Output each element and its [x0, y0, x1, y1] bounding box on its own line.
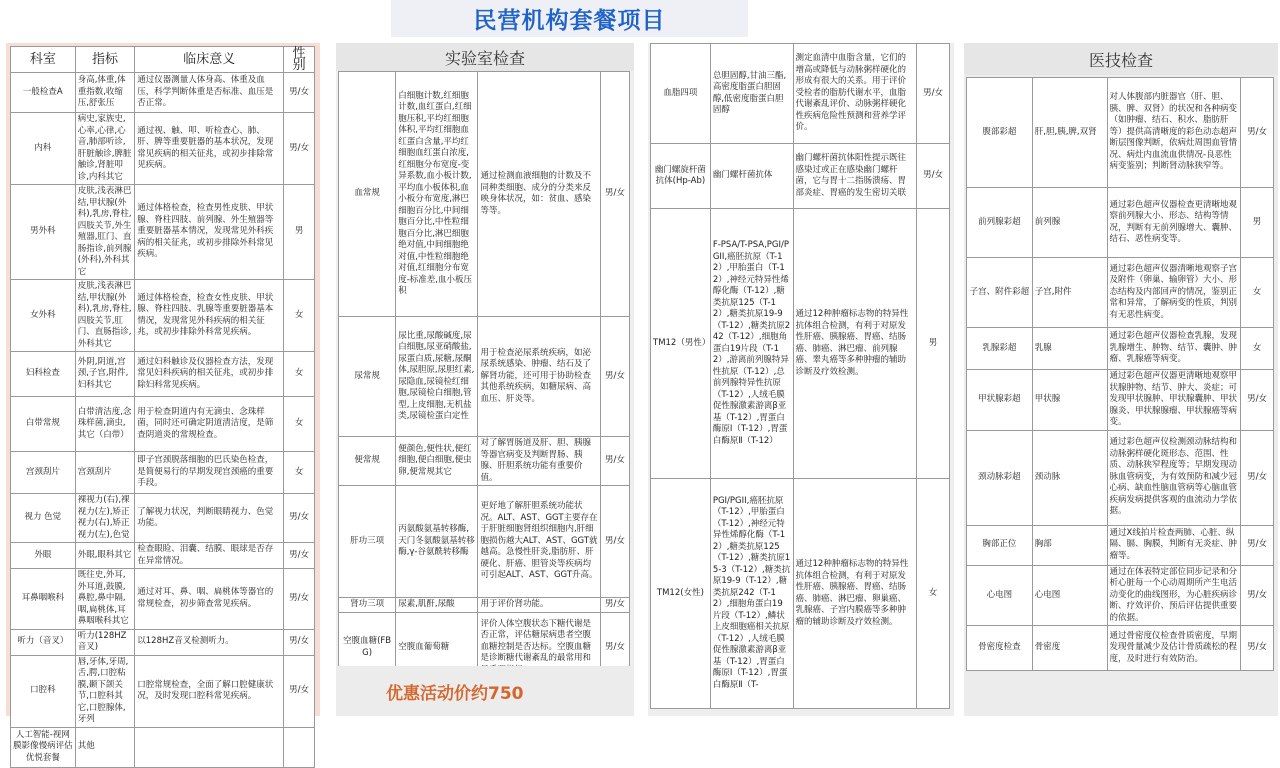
cell-gender: 女 [917, 479, 950, 709]
table-row [339, 486, 630, 598]
cell-gender: 男/女 [284, 655, 315, 727]
table-row [11, 494, 315, 543]
cell-gender: 男/女 [600, 598, 629, 613]
cell-name: 血常规 [339, 72, 396, 317]
lab-table [338, 71, 630, 683]
table-row [339, 598, 630, 613]
cell-dept: 人工智能-视网膜影像慢病评估优悦套餐 [11, 727, 76, 767]
cell-meaning: 通过X线拍片检查两肺、心脏、纵隔、膈、胸膜，判断有无炎症、肿瘤等。 [1107, 525, 1241, 565]
table-row [967, 525, 1274, 565]
table-row [651, 209, 950, 479]
cell-name: TM12(女性) [651, 479, 711, 709]
cell-meaning: 评价人体空腹状态下糖代谢是否正常，评估糖尿病患者空腹血糖控制是否达标。空腹血糖是诊断糖代谢紊乱的最常用和 [478, 613, 600, 683]
cell-gender: 男/女 [1241, 525, 1274, 565]
table-row [11, 113, 315, 185]
cell-meaning: 通过在体表特定部位同步记录和分析心脏每一个心动周期所产生电活动变化的曲线图形，为心脏疾病诊断、疗效评价、预后评估提供重要的依据。 [1107, 565, 1241, 626]
table-row [967, 370, 1274, 431]
imaging-section-header: 医技检查 [964, 43, 1278, 75]
panel-clinical [6, 43, 320, 763]
table-row [11, 727, 315, 767]
cell-item: 其他 [75, 727, 135, 767]
cell-meaning: 幽门螺杆菌抗体阳性提示既往感染过或正在感染幽门螺杆菌，它与胃十二指肠溃疡、胃部炎症、胃癌的发生密切关联 [793, 144, 917, 209]
lab-section-header: 实验室检查 [336, 43, 634, 71]
cell-dept: 妇科检查 [11, 352, 76, 397]
cell-dept: 内科 [11, 113, 76, 185]
cell-meaning: 了解视力状况，判断眼睛视力、色觉功能。 [135, 494, 284, 543]
cell-gender: 男/女 [600, 486, 629, 598]
cell-name: 甲状腺彩超 [967, 370, 1033, 431]
cell-name: 胸部正位 [967, 525, 1033, 565]
cell-item: 颈动脉 [1032, 430, 1107, 525]
table-row [11, 452, 315, 494]
cell-gender: 男/女 [1241, 626, 1274, 671]
cell-gender: 男/女 [600, 613, 629, 683]
cell-item: 尿素,肌酐,尿酸 [396, 598, 478, 613]
cell-meaning: 通过彩色超声仪器更清晰地观察甲状腺肿物、结节、肿大、炎症；可发现甲状腺肿、甲状腺囊肿、甲状腺炎、甲状腺腺瘤、甲状腺癌等病变。 [1107, 370, 1241, 431]
cell-gender: 男/女 [284, 569, 315, 630]
cell-gender: 男/女 [284, 629, 315, 655]
cell-dept: 男外科 [11, 185, 76, 280]
cell-name: 心电图 [967, 565, 1033, 626]
table-row [339, 317, 630, 437]
cell-item: 皮肤,浅表淋巴结,甲状腺(外科),乳房,脊柱,四肢关节,外生殖器,肛门、直肠指诊,前列腺(外科),外科其它 [75, 185, 135, 280]
cell-gender: 女 [284, 452, 315, 494]
cell-meaning: 通过骨密度仪检查骨质密度，早期发现骨量减少及估计骨质疏松的程度，及时进行有效防治。 [1107, 626, 1241, 671]
cell-item: 胸部 [1032, 525, 1107, 565]
cell-gender: 男 [284, 185, 315, 280]
table-row [967, 258, 1274, 328]
cell-name: 乳腺彩超 [967, 328, 1033, 370]
cell-meaning: 用于检查泌尿系统疾病，如泌尿系统感染、肿瘤、结石及了解肾功能，还可用于协助检查其他系统疾病，如糖尿病、高血压、肝炎等。 [478, 317, 600, 437]
imaging-table-body [967, 78, 1274, 671]
cell-item: 听力(128HZ音叉) [75, 629, 135, 655]
clinical-table [10, 46, 315, 768]
cell-item: 尿比重,尿酸碱度,尿白细胞,尿亚硝酸盐,尿蛋白质,尿糖,尿酮体,尿胆原,尿胆红素,尿隐血,尿镜检红细胞,尿镜检白细胞,管型,上皮细胞,无机盐类,尿镜检蛋白定性 [396, 317, 478, 437]
cell-item: 既往史,外耳,外耳道,鼓膜,鼻腔,鼻中隔,咽,扁桃体,耳鼻咽喉科其它 [75, 569, 135, 630]
cell-meaning: 测定血清中血脂含量，它们的增高或降低与动脉粥样硬化的形成有很大的关系。用于评价受检者的脂肪代谢水平，血脂代谢紊乱评价、动脉粥样硬化性疾病危险性预测和营养学评价。 [793, 44, 917, 144]
cell-meaning: 更好地了解肝胆系统功能状况。ALT、AST、GGT主要存在于肝脏细胞肾组织细胞内,肝细胞损伤越大ALT、AST、GGT就越高。急慢性肝炎,脂肪肝、肝硬化、肝癌、胆管炎等疾病均可引起ALT、AST、GGT升高。 [478, 486, 600, 598]
cell-meaning: 对人体腹部内脏器官（肝、胆、胰、脾、双肾）的状况和各种病变（如肿瘤、结石、积水、脂肪肝等）提供高清晰度的彩色动态超声断层图像判断，依病灶周围血管情况、病灶内血流血供情况-良恶性病变鉴别；判断肾动脉狭窄等。 [1107, 78, 1241, 188]
cell-dept: 一般检查A [11, 73, 76, 113]
cell-meaning: 通过彩色超声仪检测颈动脉结构和动脉粥样硬化斑形态、范围、性质、动脉狭窄程度等；早期发现动脉血管病变，为有效预防和减少冠心病、缺血性脑血管病等心脑血管疾病发病提供客观的血流动力学依据。 [1107, 430, 1241, 525]
cell-name: 前列腺彩超 [967, 188, 1033, 258]
panel-lab [336, 43, 634, 716]
cell-meaning: 用于检查阴道内有无滴虫、念珠样菌，同时还可确定阴道清洁度，是筛查阴道炎的常规检查。 [135, 397, 284, 452]
table-row [11, 185, 315, 280]
cell-gender: 男/女 [600, 72, 629, 317]
promo-banner: 优惠活动价约750 [336, 666, 634, 716]
cell-name: 骨密度检查 [967, 626, 1033, 671]
cell-item: 丙氨酸氨基转移酶,天门冬氨酸氨基转移酶,γ-谷氨酰转移酶 [396, 486, 478, 598]
cell-name: 幽门螺旋杆菌抗体(Hp-Ab) [651, 144, 711, 209]
cell-meaning: 通过12种肿瘤标志物的特异性抗体组合检测，有利于对原发性肝癌、胰腺癌、胃癌、结肠癌、肺癌、淋巴瘤、前列腺癌、睾丸癌等多种肿瘤的辅助诊断及疗效检测。 [793, 209, 917, 479]
cell-item: 肝,胆,胰,脾,双肾 [1032, 78, 1107, 188]
cell-gender: 男 [1241, 188, 1274, 258]
cell-item: 空腹血葡萄糖 [396, 613, 478, 683]
table-row [11, 280, 315, 352]
cell-item: 病史,家族史,心率,心律,心音,肺部听诊,肝脏触诊,脾脏触诊,肾脏叩诊,内科其它 [75, 113, 135, 185]
cell-name: 空腹血糖(FBG) [339, 613, 396, 683]
cell-item: 外阴,阴道,宫颈,子宫,附件,妇科其它 [75, 352, 135, 397]
cell-meaning: 对了解胃肠道及肝、胆、胰腺等器官病变及判断胃肠、胰腺、肝胆系统功能有重要价值。 [478, 437, 600, 486]
cell-gender: 男/女 [917, 144, 950, 209]
cell-gender: 男/女 [1241, 370, 1274, 431]
table-row [967, 328, 1274, 370]
table-row [651, 144, 950, 209]
lab-table-continued-body [651, 44, 950, 709]
cell-item: 前列腺 [1032, 188, 1107, 258]
cell-name: TM12（男性） [651, 209, 711, 479]
cell-dept: 耳鼻咽喉科 [11, 569, 76, 630]
cell-gender: 女 [284, 397, 315, 452]
cell-item: 甲状腺 [1032, 370, 1107, 431]
cell-name: 腹部彩超 [967, 78, 1033, 188]
header-meaning: 临床意义 [135, 47, 284, 73]
cell-meaning: 通过彩色超声仪器清晰地观察子宫及附件（卵巢、输卵管）大小、形态结构及内部回声的情况，鉴别正常和异常，了解病变的性质，判别有无恶性病变。 [1107, 258, 1241, 328]
cell-meaning: 通过彩色超声仪器检查更清晰地观察前列腺大小、形态、结构等情况，判断有无前列腺增大、囊肿、结石、恶性病变等。 [1107, 188, 1241, 258]
cell-item: 心电图 [1032, 565, 1107, 626]
table-row [11, 629, 315, 655]
table-row [339, 437, 630, 486]
table-row [11, 569, 315, 630]
cell-gender: 男/女 [1241, 430, 1274, 525]
cell-item: 皮肤,浅表淋巴结,甲状腺(外科),乳房,脊柱,四肢关节,肛门、直肠指诊,外科其它 [75, 280, 135, 352]
cell-item: 身高,体重,体重指数,收缩压,舒张压 [75, 73, 135, 113]
cell-meaning: 检查眼睑、泪囊、结膜、眼球是否存在异常情况。 [135, 543, 284, 569]
cell-item: 外眼,眼科其它 [75, 543, 135, 569]
cell-item: PGI/PGII,癌胚抗原（T-12）,甲胎蛋白（T-12）,神经元特异性烯醇化酶（T-12）,糖类抗原125（T-12）,糖类抗原15-3（T-12）,糖类抗原19-9（T-12）,糖类抗原242（T-12）,细胞角蛋白19片段（T-12）,鳞状上皮细胞癌相关抗原（T-12）,人绒毛膜促性腺激素游离β亚基（T-12）,胃蛋白酶原Ⅰ（T-12）,胃蛋白酶原Ⅱ（T- [710, 479, 793, 709]
cell-gender [284, 727, 315, 767]
cell-meaning: 通过体格检查，检查男性皮肤、甲状腺、脊柱四肢、前列腺、外生殖器等重要脏器基本情况，发现常见外科疾病的相关征兆，或初步排除外科常见疾病。 [135, 185, 284, 280]
cell-dept: 女外科 [11, 280, 76, 352]
cell-gender: 男/女 [284, 543, 315, 569]
cell-gender: 男/女 [1241, 565, 1274, 626]
lab-table-continued [650, 43, 950, 709]
cell-item: 子宫,附件 [1032, 258, 1107, 328]
table-row [967, 626, 1274, 671]
table-row [11, 352, 315, 397]
cell-gender: 男/女 [284, 73, 315, 113]
cell-name: 血脂四项 [651, 44, 711, 144]
cell-meaning [135, 727, 284, 767]
cell-dept: 宫颈刮片 [11, 452, 76, 494]
imaging-table [966, 77, 1274, 671]
cell-gender: 男/女 [284, 494, 315, 543]
cell-dept: 视力 色觉 [11, 494, 76, 543]
cell-item: F-PSA/T-PSA,PGI/PGII,癌胚抗原（T-12）,甲胎蛋白（T-12）,神经元特异性烯醇化酶（T-12）,糖类抗原125（T-12）,糖类抗原19-9（T-12）,糖类抗原242（T-12）,细胞角蛋白19片段（T-12）,游离前列腺特异性抗原（T-12）,总前列腺特异性抗原（T-12）,人绒毛膜促性腺激素游离β亚基（T-12）,胃蛋白酶原Ⅰ（T-12）,胃蛋白酶原Ⅱ（T-12） [710, 209, 793, 479]
cell-meaning: 通过仪器测量人体身高、体重及血压，科学判断体重是否标准、血压是否正常。 [135, 73, 284, 113]
cell-name: 便常规 [339, 437, 396, 486]
cell-name: 子宫、附件彩超 [967, 258, 1033, 328]
clinical-table-body [11, 73, 315, 768]
page-title: 民营机构套餐项目 [473, 8, 666, 34]
cell-gender: 女 [284, 352, 315, 397]
cell-gender: 男/女 [284, 113, 315, 185]
cell-meaning: 以128HZ音叉检测听力。 [135, 629, 284, 655]
cell-gender: 男/女 [1241, 78, 1274, 188]
table-row [11, 397, 315, 452]
header-dept: 科室 [11, 47, 76, 73]
cell-name: 尿常规 [339, 317, 396, 437]
cell-meaning: 通过妇科触诊及仪器检查方法，发现常见妇科疾病的相关征兆，或初步排除妇科常见疾病。 [135, 352, 284, 397]
panel-lab-continued [648, 43, 954, 716]
table-row [339, 72, 630, 317]
cell-meaning: 通过检测血液细胞的计数及不同种类细胞、成分的分类来反映身体状况，如：贫血、感染等等。 [478, 72, 600, 317]
cell-dept: 听力（音叉） [11, 629, 76, 655]
cell-gender: 男/女 [600, 317, 629, 437]
cell-item: 裸视力(右),裸视力(左),矫正视力(右),矫正视力(左),色觉 [75, 494, 135, 543]
cell-item: 骨密度 [1032, 626, 1107, 671]
table-row [11, 655, 315, 727]
cell-item: 白带清洁度,念珠样菌,滴虫,其它（白带） [75, 397, 135, 452]
cell-name: 肾功三项 [339, 598, 396, 613]
lab-table-body [339, 72, 630, 683]
table-row [651, 44, 950, 144]
table-row [967, 188, 1274, 258]
cell-meaning: 通过彩色超声仪器检查乳腺，发现乳腺增生、肿物、结节、囊肿、肿瘤、乳腺癌等病变。 [1107, 328, 1241, 370]
header-item: 指标 [75, 47, 135, 73]
cell-item: 乳腺 [1032, 328, 1107, 370]
cell-gender: 男/女 [917, 44, 950, 144]
cell-meaning: 口腔常规检查，全面了解口腔健康状况，及时发现口腔科常见疾病。 [135, 655, 284, 727]
cell-item: 便颜色,便性状,便红细胞,便白细胞,便虫卵,便常规其它 [396, 437, 478, 486]
table-row [11, 73, 315, 113]
cell-item: 幽门螺杆菌抗体 [710, 144, 793, 209]
cell-dept: 口腔科 [11, 655, 76, 727]
cell-meaning: 用于评价肾功能。 [478, 598, 600, 613]
page-title-bar [391, 0, 748, 37]
table-row [967, 565, 1274, 626]
cell-meaning: 通过视、触、叩、听检查心、肺、肝、脾等重要脏器的基本状况，发现常见疾病的相关征兆，或初步排除常见疾病。 [135, 113, 284, 185]
cell-gender: 男 [917, 209, 950, 479]
cell-gender: 女 [284, 280, 315, 352]
cell-item: 唇,牙体,牙周,舌,腭,口腔粘膜,颞下颌关节,口腔科其它,口腔腺体,牙列 [75, 655, 135, 727]
cell-gender: 女 [1241, 258, 1274, 328]
cell-name: 肝功三项 [339, 486, 396, 598]
cell-dept: 外眼 [11, 543, 76, 569]
cell-item: 总胆固醇,甘油三酯,高密度脂蛋白胆固醇,低密度脂蛋白胆固醇 [710, 44, 793, 144]
table-row [11, 543, 315, 569]
cell-gender: 女 [1241, 328, 1274, 370]
cell-item: 宫颈刮片 [75, 452, 135, 494]
cell-item: 白细胞计数,红细胞计数,血红蛋白,红细胞压积,平均红细胞体积,平均红细胞血红蛋白含量,平均红细胞血红蛋白浓度,红细胞分布宽度-变异系数,血小板计数,平均血小板体积,血小板分布宽度,淋巴细胞百分比,中间细胞百分比,中性粒细胞百分比,淋巴细胞绝对值,中间细胞绝对值,中性粒细胞绝对值,红细胞分布宽度-标准差,血小板压积 [396, 72, 478, 317]
cell-name: 颈动脉彩超 [967, 430, 1033, 525]
table-row [967, 78, 1274, 188]
cell-meaning: 通过体格检查，检查女性皮肤、甲状腺、脊柱四肢、乳腺等重要脏器基本情况，发现常见外科疾病的相关征兆，或初步排除外科常见疾病。 [135, 280, 284, 352]
cell-gender: 男/女 [600, 437, 629, 486]
cell-dept: 白带常规 [11, 397, 76, 452]
header-gender: 性别 [284, 47, 315, 73]
panel-imaging [964, 43, 1278, 716]
cell-meaning: 即子宫颈脱落细胞的巴氏染色检查，是简便易行的早期发现宫颈癌的重要手段。 [135, 452, 284, 494]
table-row [967, 430, 1274, 525]
table-row [651, 479, 950, 709]
cell-meaning: 通过对耳、鼻、咽、扁桃体等器官的常规检查，初步筛查常见疾病。 [135, 569, 284, 630]
cell-meaning: 通过12种肿瘤标志物的特异性抗体组合检测，有利于对原发性肝癌、胰腺癌、胃癌、结肠癌、肺癌、淋巴瘤、卵巢癌、乳腺癌、子宫内膜癌等多种肿瘤的辅助诊断及疗效检测。 [793, 479, 917, 709]
